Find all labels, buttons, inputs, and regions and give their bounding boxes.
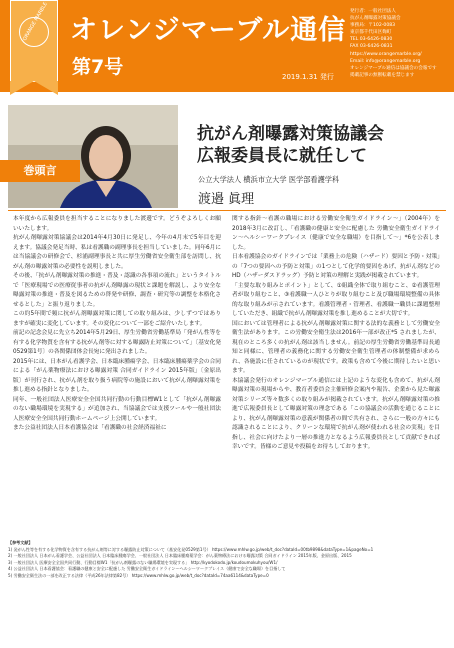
reference-item: 1) 発がん性等を有する化学物質を含有する抗がん剤等に対する曝露防止対策について（基安化発0529第1号） https://www.mhlw.go.jp/web/t_doc?dataId=00tb9898&dataType=1&pageNo=1 [8, 546, 374, 552]
author-photo [8, 105, 178, 208]
reference-item: 3) 一般社団法人 医療安全全国共同行動、行動目標W1「抗がん剤曝露のない職場環境を実現する」 http://kyodokodo.jp/koudoumokuhyou/W1/ [8, 559, 278, 565]
portrait-image [8, 105, 178, 208]
newsletter-title: オレンジマーブル通信 [70, 15, 347, 46]
pubinfo-email[interactable]: Email: info@orangemarble.org [350, 58, 421, 64]
pubinfo-line: オレンジマーブル通信は協議会の会報です [350, 65, 437, 71]
headline-line-2: 広報委員長に就任して [197, 146, 367, 166]
paragraph: 抗がん剤曝露対策協議会は2014年4月30日に発足し、今年の4月末で5年目を迎えます。協議会発足当時、私は看護職の副理事長を担当していました。同年6月には当協議会の研修会で、杉浦副理事長と共に厚生労働省安全衛生部を訪問し、抗がん剤の曝露対策の必要性を説明しました。 [13, 235, 221, 270]
reference-item: 4) 公益社団法人 日本看護協会：看護職の健康と安全に配慮した 労働安全衛生ガイドライン〜ヘルシーワークプレイス（健康で安全な職場）を目指して [8, 566, 286, 572]
pubinfo-line: 掲載記事の無断転載を禁じます [350, 72, 415, 78]
pubinfo-line: 抗がん剤曝露対策協議会 [350, 16, 401, 22]
ribbon-text: ORANGE MARBLE [21, 1, 49, 42]
pubinfo-link[interactable]: https://www.orangemarble.org/ [350, 51, 422, 57]
paragraph: 前記の記念会見に先立ち2014年5月29日、厚生労働省労働基準局「発がん性等を有する化学物質を含有する抗がん剤等に対する曝露防止対策について」〔基安化発0529第1号〕の各関係団体会長宛に発出されました。 [13, 330, 221, 355]
article-headline [197, 123, 384, 167]
pubinfo-line: 東京都千代田区麹町 [350, 30, 392, 36]
paragraph: また公益社団法人日本看護協会は「看護職の社会経済福祉に [13, 425, 167, 431]
paragraph: 同年、一般社団法人医療安全全国共同行動の行動目標W1として「抗がん剤曝露のない職場環境を実現する」が追加され、当協議会では支援ツールや一般社団法人医療安全全国共同行動ホームページ上公開しています。 [13, 396, 221, 422]
paragraph: 国においては管理者による抗がん剤曝露対策に関する法的な義務として労働安全衛生法があります。この労働安全衛生法は2016年一部が改正*5 されましたが、現在のところ多くの抗がん剤は該当しません。前記の厚生労働省労働基準局長通知と同様に、管理者の義務化に関する労働安全衛生管理者の体制整備が求められ、各施設に任されているのが現状です。政策も含めて今後に期待したいと思います。 [232, 320, 440, 374]
references-title: 【参考文献】 [8, 540, 33, 545]
ribbon-logo [10, 0, 58, 82]
masthead [0, 0, 454, 92]
paragraph: この約5年間で頻に抗がん剤曝露対策に関しての取り組みは、少しずつではありますが確実に変化しています。その変化について一部をご紹介いたします。 [13, 311, 221, 327]
paragraph: 日本看護協会のガイドラインでは「業務上の危険（ハザード）要因と予防・対策」の「7つの要因への予防と対策」の1つとして化学的要因をあげ、抗がん剤などの HD（ハザーダスドラッグ）予防と対策の理解と実践が掲載されています。 [232, 254, 440, 279]
author-name: 渡邉 眞理 [198, 192, 255, 207]
section-label: 巻頭言 [0, 160, 80, 182]
paragraph: 2015年には、日本がん看護学会、日本臨床腫瘍学会、日本臨床腫瘍薬学会の合同による「がん薬物療法における曝露対策 合同ガイドライン 2015年版」〔金原出版〕が刊行され、抗がん剤を取り扱う病院等の施設において抗がん剤曝露対策を推し進める指針となりました。 [13, 358, 221, 393]
divider [8, 210, 446, 211]
author-affiliation: 公立大学法人 横浜市立大学 医学部看護学科 [198, 175, 340, 184]
paragraph: 「主要な取り組みとポイント」として、①組織全体で取り組むこと、②看護管理者が取り組むこと、③看護職一人ひとりが取り組むこと及び職場環境整備の具体的な取り組みが示されています。看護管理者・管理者、看護職一職員に課題整理していただき、組織で抗がん剤曝露対策を推し進めることが大切です。 [232, 282, 440, 317]
issue-number: 第7号 [72, 56, 124, 78]
pubinfo-line: TEL 03-6426-0830 [350, 37, 393, 43]
paragraph: その後、「抗がん剤曝露対策の推進・普及・認識の各事項の流れ」というタイトルで「医療現場での医療従事者の抗がん剤曝露の現状と課題を解説し、より安全な曝露対策の推進・普及を図るための啓発や研修、調査・研究等の調整を本格化させるとした」と振り返りました。 [13, 273, 221, 308]
paragraph: 本年度から広報委員を担当することになりました渡邊です。どうぞよろしくお願いいたします。 [13, 216, 221, 232]
publish-date: 2019.1.31 発行 [282, 73, 334, 81]
reference-item: 5) 労働安全衛生法の一部を改正する法律（平成26年法律第82号） https://www.mhlw.go.jp/web/t_doc?dataId=74aa6114&dataType=0 [8, 572, 269, 578]
publisher-info [350, 8, 450, 79]
references [8, 540, 446, 640]
reference-item: 2) 一般社団法人 日本がん看護学会、公益社団法人 日本臨床腫瘍学会、一般社団法人 日本臨床腫瘍薬学会：がん薬物療法における曝露対策 合同ガイドライン 2015年版、金原出版、2015 [8, 553, 352, 559]
pubinfo-line: 事務局：〒102-0083 [350, 23, 396, 29]
article-column-left [13, 215, 221, 434]
pubinfo-line: FAX 03-6426-0831 [350, 44, 393, 50]
pubinfo-line: 発行者：一般社団法人 [350, 9, 396, 14]
article-column-right [232, 215, 440, 453]
headline-line-1: 抗がん剤曝露対策協議会 [197, 124, 384, 144]
paragraph: 関する指針〜看護の職場における労働安全衛生ガイドライン〜」（2004年）を2018年3月に改訂し、「看護職の健康と安全に配慮した 労働安全衛生ガイドライン〜ヘルシーワークプレイス（健康で安全な職場）を目指して〜」*6を公表しました。 [232, 216, 440, 251]
paragraph: 本協議会発行のオレンジマーブル通信には上記のような変化も含めて、抗がん剤曝露対策の現場からや、教育者委員会主催研修会案内や報告、企業から見た曝露対策シリーズ等々数多くの取り組みが掲載されています。抗がん剤曝露対策の推進で広報委員長として曝露対策の理念である「この協議会の活動を通じることにより、抗がん剤曝露対策の意義が関係者の間で共有され、さらに一般の方々にも認識されることにより、クリーンな環境で抗がん剤が使われる社会の実現」を目指し、社会に向けたより一層の推進力となるよう広報委員長として貢献できれば幸いです。皆様のご意見や投稿をお待ちしております。 [232, 377, 440, 450]
